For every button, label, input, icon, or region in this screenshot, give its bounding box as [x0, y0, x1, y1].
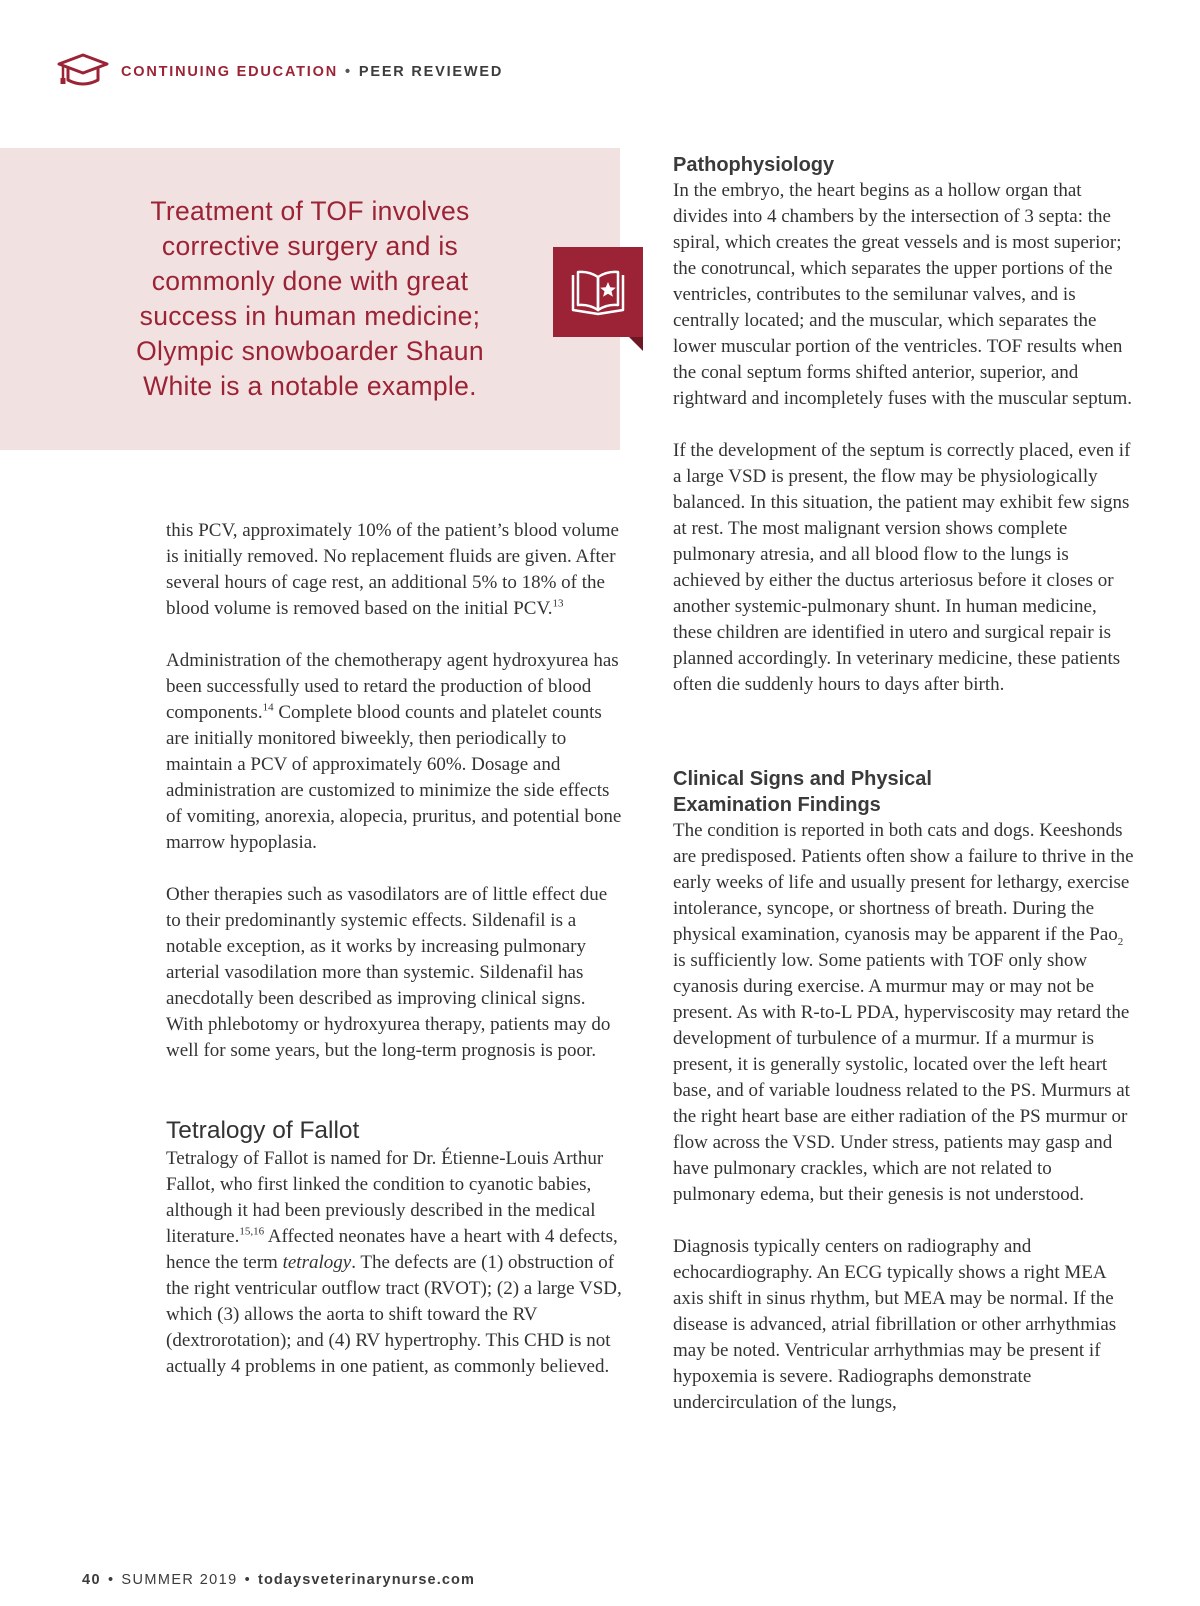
footer-separator: •: [107, 1572, 115, 1588]
tof-paragraph: [166, 1146, 622, 1380]
heading-line: Clinical Signs and Physical: [673, 768, 932, 790]
text-run: . The defects are (1) obstruction of the right ventricular outflow tract (RVOT); (2) a large VSD, which (3) allows the aorta to shift toward the RV (dextrorotation); and (4) RV hypertrophy. This CHD is not actually 4 problems in one patient, as commonly believed.: [166, 1252, 622, 1377]
clinical-paragraph-2: Diagnosis typically centers on radiography and echocardiography. An ECG typically shows a right MEA axis shift in sinus rhythm, but MEA may be normal. If the disease is advanced, atrial fibrillation or other arrhythmias may be noted. Ventricular arrhythmias may be present if hypoxemia is severe. Radiographs demonstrate undercirculation of the lungs,: [673, 1236, 1117, 1413]
citation-ref: 15,16: [239, 1225, 265, 1238]
page-footer: [82, 1572, 475, 1588]
heading-line: Examination Findings: [673, 794, 881, 816]
header-label: [121, 64, 503, 80]
italic-term: tetralogy: [282, 1252, 352, 1273]
subscript: 2: [1117, 935, 1124, 948]
left-column: [166, 518, 622, 1406]
tof-heading: Tetralogy of Fallot: [166, 1117, 360, 1144]
left-paragraph-3: Other therapies such as vasodilators are of little effect due to their predominantly systemic effects. Sildenafil is a notable exception, as it works by increasing pulmonary arterial vasodilation more than systemic. Sildenafil has anecdotally been described as improving clinical signs. With phlebotomy or hydroxyurea therapy, patients may do well for some years, but the long-term prognosis is poor.: [166, 884, 611, 1061]
text-run: Tetralogy of Fallot is named for Dr. Étienne-Louis Arthur Fallot, who first linked the condition to cyanotic babies, although it had been previously described in the medical literature.: [166, 1148, 604, 1247]
left-paragraph-1: [166, 518, 622, 622]
text-run: Administration of the chemotherapy agent hydroxyurea has been successfully used to retard the production of blood components.: [166, 650, 619, 723]
patho-paragraph-2: If the development of the septum is correctly placed, even if a large VSD is present, the flow may be physiologically balanced. In this situation, the patient may exhibit few signs at rest. The most malignant version shows complete pulmonary atresia, and all blood flow to the lungs is achieved by either the ductus arteriosus before it closes or another systemic-pulmonary shunt. In human medicine, these children are identified in utero and surgical repair is planned accordingly. In veterinary medicine, these patients often die suddenly hours to days after birth.: [673, 440, 1131, 695]
text-run: The condition is reported in both cats and dogs. Keeshonds are predisposed. Patients often show a failure to thrive in the early weeks of life and usually present for lethargy, exercise intolerance, syncope, or shortness of breath. During the physical examination, cyanosis may be apparent if the Pao: [673, 820, 1134, 945]
text-run: is sufficiently low. Some patients with TOF only show cyanosis during exercise. A murmur may or may not be present. As with R-to-L PDA, hyperviscosity may retard the development of turbulence of a murmur. If a murmur is present, it is generally systolic, located over the left heart base, and of variable loudness related to the PS. Murmurs at the right heart base are either radiation of the PS murmur or flow across the VSD. Under stress, patients may gasp and have pulmonary crackles, which are not related to pulmonary edema, but their genesis is not understood.: [673, 950, 1130, 1205]
citation-ref: 13: [552, 597, 564, 610]
pathophysiology-heading: Pathophysiology: [673, 154, 835, 176]
header-section: CONTINUING EDUCATION: [121, 64, 338, 80]
text-run: Complete blood counts and platelet counts are initially monitored biweekly, then periodically to maintain a PCV of approximately 60%. Dosage and administration are customized to minimize the side effects of vomiting, anorexia, alopecia, pruritus, and potential bone marrow hypoplasia.: [166, 702, 622, 853]
issue-label: SUMMER 2019: [121, 1572, 238, 1588]
patho-paragraph-1: In the embryo, the heart begins as a hollow organ that divides into 4 chambers by the intersection of 3 septa: the spiral, which creates the great vessels and is most superior; the conotruncal, which separates the upper portions of the ventricles, contributes to the semilunar valves, and is centrally located; and the muscular, which separates the lower muscular portion of the ventricles. TOF results when the conal septum forms shifted anterior, superior, and rightward and incompletely fuses with the muscular septum.: [673, 180, 1133, 409]
footer-separator: •: [244, 1572, 252, 1588]
page-number: 40: [82, 1572, 101, 1588]
page-header: [55, 52, 503, 92]
website-link[interactable]: todaysveterinarynurse.com: [258, 1572, 475, 1588]
left-paragraph-2: [166, 648, 622, 856]
right-column: [673, 152, 1135, 1442]
pull-quote-text: Treatment of TOF involves corrective surgery and is commonly done with great success in human medicine; Olympic snowboarder Shaun White is a notable example.: [136, 196, 484, 401]
header-subsection: PEER REVIEWED: [358, 64, 504, 80]
clinical-paragraph-1: [673, 818, 1135, 1208]
header-separator: •: [344, 64, 352, 80]
book-star-icon: [553, 247, 643, 353]
citation-ref: 14: [262, 701, 274, 714]
text-run: Affected neonates have a heart with 4 defects, hence the term: [166, 1226, 618, 1273]
graduation-cap-icon: [55, 52, 111, 92]
clinical-signs-heading: [673, 766, 1135, 818]
text-run: this PCV, approximately 10% of the patient’s blood volume is initially removed. No replacement fluids are given. After several hours of cage rest, an additional 5% to 18% of the blood volume is removed based on the initial PCV.: [166, 520, 619, 619]
pull-quote-box: [0, 148, 620, 450]
